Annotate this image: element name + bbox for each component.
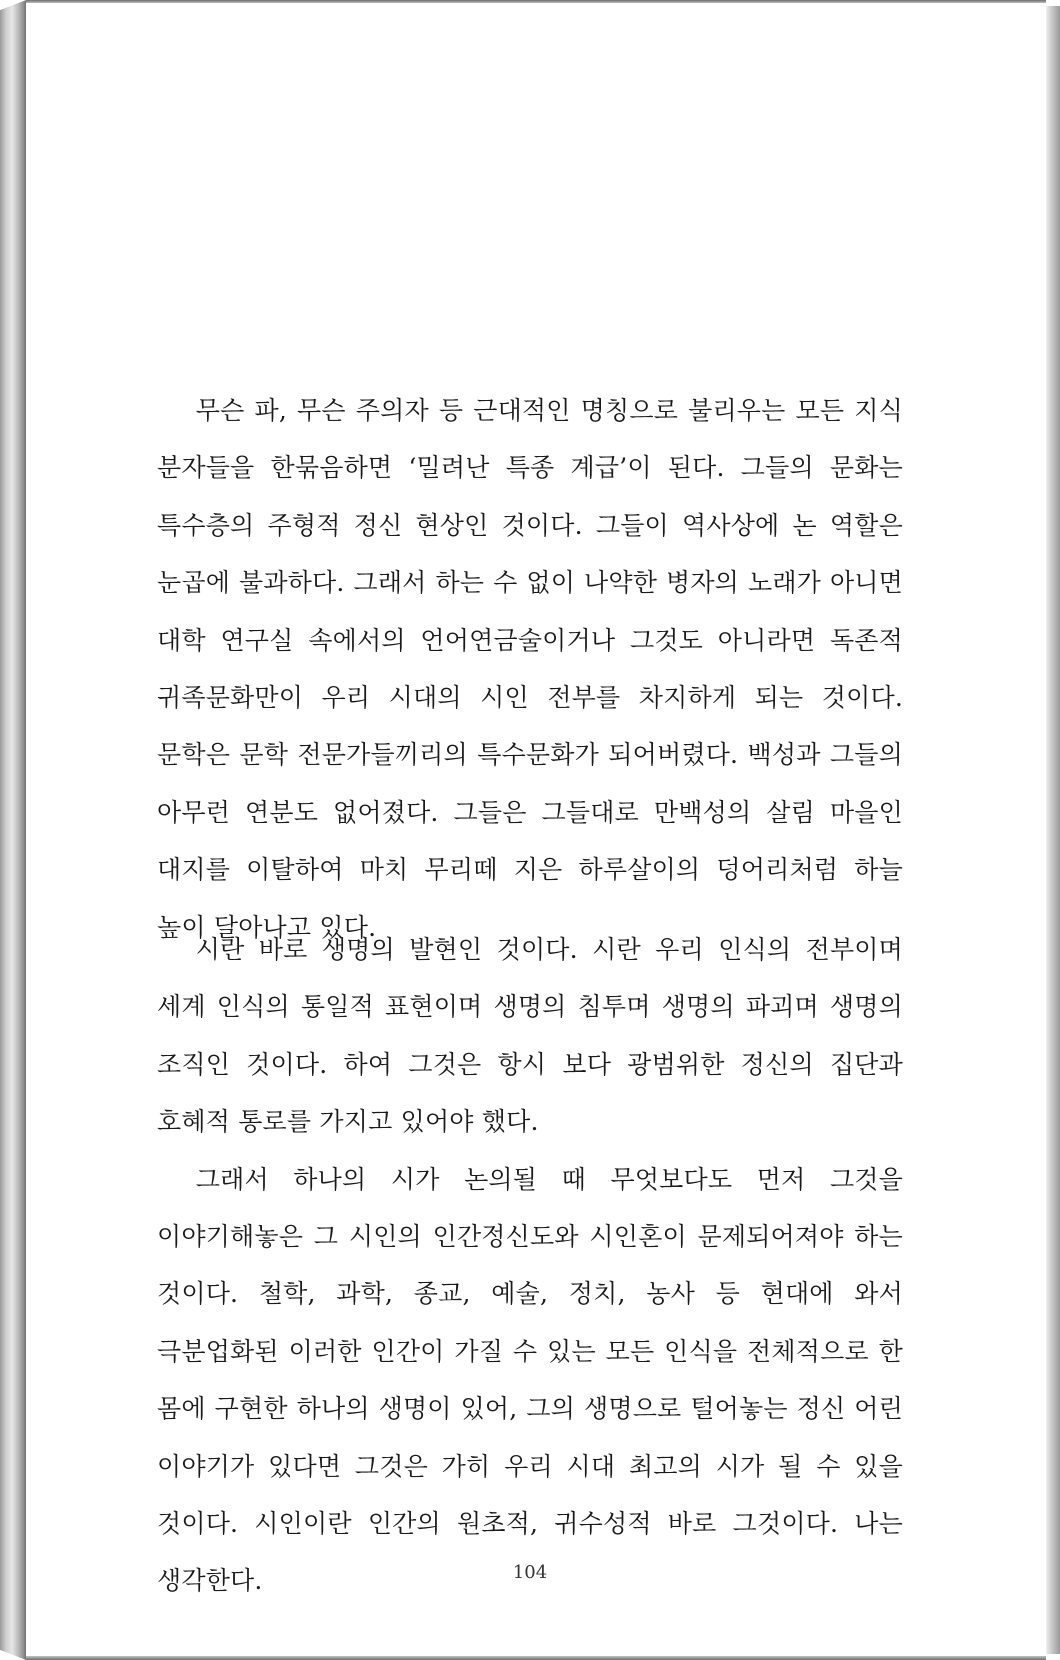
paragraph: 무슨 파, 무슨 주의자 등 근대적인 명칭으로 불리우는 모든 지식 분자들을 한묶음하면 ‘밀려난 특종 계급’이 된다. 그들의 문화는 특수층의 주형적 정신 현상인 것이다. 그들이 역사상에 논 역할은 눈곱에 불과하다. 그래서 하는 수 없이 나약한 병자의 노래가 아니면 대학 연구실 속에서의 언어연금술이거나 그것도 아니라면 독존적 귀족문화만이 우리 시대의 시인 전부를 차지하게 되는 것이다. 문학은 문학 전문가들끼리의 특수문화가 되어버렸다. 백성과 그들의 아무런 연분도 없어졌다. 그들은 그들대로 만백성의 살림 마을인 대지를 이탈하여 마치 무리떼 지은 하루살이의 덩어리처럼 하늘 높이 달아나고 있다. xyxy=(157,396,903,942)
text-section-2 xyxy=(157,921,903,1610)
page-right-shadow xyxy=(1046,6,1060,1654)
paragraph: 그래서 하나의 시가 논의될 때 무엇보다도 먼저 그것을 이야기해놓은 그 시인의 인간정신도와 시인혼이 문제되어져야 하는 것이다. 철학, 과학, 종교, 예술, 정치, 농사 등 현대에 와서 극분업화된 이러한 인간이 가질 수 있는 모든 인식을 전체적으로 한 몸에 구현한 하나의 생명이 있어, 그의 생명으로 털어놓는 정신 어린 이야기가 있다면 그것은 가히 우리 시대 최고의 시가 될 수 있을 것이다. 시인이란 인간의 원초적, 귀수성적 바로 그것이다. 나는 생각한다. xyxy=(157,1164,903,1596)
text-section-1 xyxy=(157,382,903,956)
page-bottom-edge xyxy=(26,1656,1046,1660)
page-number: 104 xyxy=(512,1562,548,1583)
page-top-edge xyxy=(26,0,1046,3)
paragraph: 시란 바로 생명의 발현인 것이다. 시란 우리 인식의 전부이며 세계 인식의 통일적 표현이며 생명의 침투며 생명의 파괴며 생명의 조직인 것이다. 하여 그것은 항시 보다 광범위한 정신의 집단과 호혜적 통로를 가지고 있어야 했다. xyxy=(157,935,903,1137)
book-spine-edge xyxy=(0,0,26,1660)
